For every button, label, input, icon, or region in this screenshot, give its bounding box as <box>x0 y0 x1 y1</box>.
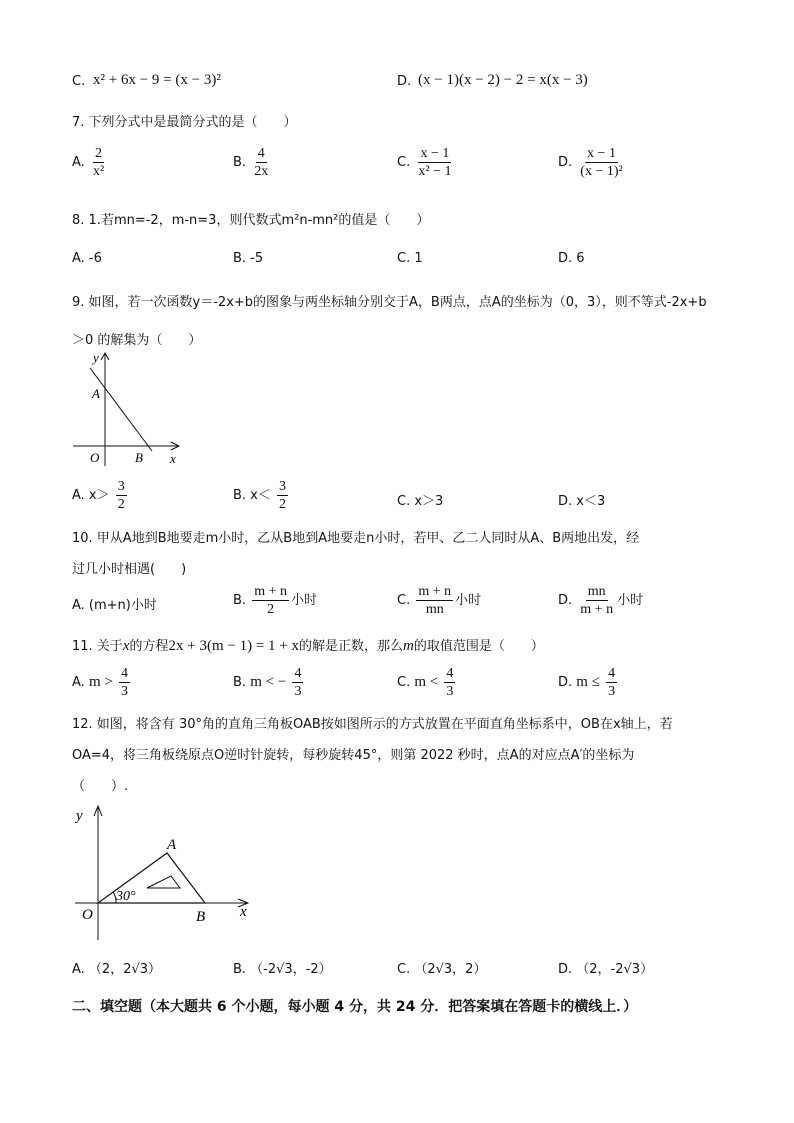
fraction <box>292 665 303 700</box>
q10-option-b <box>233 583 317 618</box>
point-b-label: B <box>196 909 206 925</box>
y-label: y <box>93 350 99 365</box>
q11-stem <box>72 635 544 655</box>
unit-label: 小时 <box>291 593 318 608</box>
x-label: x <box>170 451 176 466</box>
option-label: C. <box>397 675 411 690</box>
stem-text: 的方程 <box>129 639 169 654</box>
q11-option-a <box>72 665 132 700</box>
fraction <box>252 583 289 618</box>
q11-option-c <box>397 665 457 700</box>
q12-option-d: D. （2，-2√3） <box>558 962 654 977</box>
stem-text: 的解是正数，那么 <box>299 639 404 654</box>
q9-option-a <box>72 478 129 513</box>
numerator: 4 <box>294 666 302 681</box>
angle-label: 30° <box>116 889 136 904</box>
fraction <box>606 665 617 700</box>
q7-option-a <box>72 145 108 180</box>
origin-label: O <box>90 450 100 465</box>
numerator: m + n <box>254 584 287 599</box>
fraction <box>578 583 615 618</box>
option-label: D. <box>558 593 573 608</box>
q12-stem-line3: （ ）. <box>72 779 129 794</box>
numerator: 2 <box>95 146 103 161</box>
variable-m: m <box>403 638 414 654</box>
denominator: mn <box>425 602 444 617</box>
option-label: A. <box>72 155 85 170</box>
numerator: 4 <box>120 666 128 681</box>
q12-stem-line1: 12. 如图，将含有 30°角的直角三角板OAB按如图所示的方式放置在平面直角坐标系中，OB在x轴上，若 <box>72 717 673 732</box>
denominator: 3 <box>294 684 302 699</box>
q9-option-c: C. x＞3 <box>397 494 444 509</box>
q10-option-d <box>558 583 643 618</box>
denominator: m + n <box>580 602 614 617</box>
relation: m ≤ <box>576 674 600 690</box>
relation: m < − <box>250 674 287 690</box>
triangle-oab <box>98 853 205 903</box>
unit-label: 小时 <box>455 593 482 608</box>
option-label: D. <box>558 675 573 690</box>
q7-option-d <box>558 145 627 180</box>
q12-figure <box>70 800 260 945</box>
q9-option-b <box>233 478 290 513</box>
numerator: x − 1 <box>420 146 450 161</box>
q12-option-c: C. （2√3，2） <box>397 962 487 977</box>
option-label: A. x＞ <box>72 488 110 503</box>
fraction <box>116 478 127 513</box>
stem-text: 的取值范围是（ ） <box>413 639 544 654</box>
denominator: 2 <box>279 497 287 512</box>
denominator: 2 <box>267 602 275 617</box>
q11-option-b <box>233 665 305 700</box>
denominator: x² − 1 <box>418 164 452 179</box>
denominator: x² <box>92 164 105 179</box>
fraction <box>119 665 130 700</box>
denominator: 2 <box>117 497 125 512</box>
numerator: m + n <box>418 584 452 599</box>
fraction <box>252 145 270 180</box>
q12-option-b: B. （-2√3，-2） <box>233 962 332 977</box>
q12-option-a: A. （2，2√3） <box>72 962 162 977</box>
point-a-label: A <box>167 837 177 853</box>
fraction <box>416 583 453 618</box>
point-b-label: B <box>135 450 143 465</box>
numerator: 3 <box>279 479 287 494</box>
variable-x: x <box>122 638 130 654</box>
option-label: A. <box>72 675 85 690</box>
q9-figure <box>68 348 188 470</box>
q7-stem: 7. 下列分式中是最简分式的是（ ） <box>72 115 297 130</box>
option-label: C. <box>397 155 411 170</box>
q10-option-a: A. (m+n)小时 <box>72 598 157 613</box>
numerator: 3 <box>117 479 125 494</box>
relation: m < <box>414 674 439 690</box>
triangle-inner-cutout <box>147 876 180 888</box>
denominator: 3 <box>446 684 454 699</box>
q8-option-c: C. 1 <box>397 251 423 266</box>
option-label: B. <box>233 675 247 690</box>
function-line <box>90 368 152 451</box>
section-title: 二、填空题（本大题共 6 个小题，每小题 4 分，共 24 分．把答案填在答题卡的横线上．） <box>72 999 638 1015</box>
q8-stem: 8. 1.若mn=-2，m-n=3，则代数式m²n-mn²的值是（ ） <box>72 213 430 228</box>
stem-text: 11. 关于 <box>72 639 123 654</box>
option-label: B. <box>233 593 247 608</box>
q10-stem-line2: 过几小时相遇( ) <box>72 562 187 577</box>
numerator: x − 1 <box>587 146 616 161</box>
numerator: 4 <box>257 146 265 161</box>
q6-option-d-expr: (x − 1)(x − 2) − 2 = x(x − 3) <box>418 72 588 88</box>
denominator: 3 <box>120 684 128 699</box>
denominator: (x − 1)² <box>580 164 623 179</box>
y-label: y <box>76 808 83 824</box>
q7-option-c <box>397 145 455 180</box>
q8-option-a: A. -6 <box>72 251 102 266</box>
option-label: C. <box>397 593 411 608</box>
q8-option-b: B. -5 <box>233 251 264 266</box>
denominator: 3 <box>608 684 616 699</box>
q8-option-d: D. 6 <box>558 251 585 266</box>
q11-option-d <box>558 665 619 700</box>
q10-option-c <box>397 583 481 618</box>
q7-option-b <box>233 145 272 180</box>
fraction <box>91 145 106 180</box>
q9-stem-line2: ＞0 的解集为（ ） <box>72 333 202 348</box>
fraction <box>444 665 455 700</box>
unit-label: 小时 <box>617 593 644 608</box>
denominator: 2x <box>254 164 269 179</box>
origin-label: O <box>82 907 93 923</box>
q6-option-c-label: C. <box>72 74 86 89</box>
q12-stem-line2: OA=4，将三角板绕原点O逆时针旋转，每秒旋转45°，则第 2022 秒时，点A的对应点A′的坐标为 <box>72 748 635 763</box>
q9-option-d: D. x＜3 <box>558 494 606 509</box>
numerator: 4 <box>608 666 616 681</box>
fraction <box>416 145 453 180</box>
fraction <box>277 478 288 513</box>
q9-stem-line1: 9. 如图，若一次函数y＝-2x+b的图象与两坐标轴分别交于A，B两点，点A的坐标为（0，3），则不等式-2x+b <box>72 295 707 310</box>
option-label: D. <box>558 155 573 170</box>
option-label: B. x＜ <box>233 488 271 503</box>
equation: 2x + 3(m − 1) = 1 + x <box>168 638 299 654</box>
numerator: mn <box>587 584 606 599</box>
point-a-label: A <box>92 386 100 401</box>
q10-stem-line1: 10. 甲从A地到B地要走m小时，乙从B地到A地要走n小时，若甲、乙二人同时从A、B两地出发，经 <box>72 531 640 546</box>
q6-option-c-expr: x² + 6x − 9 = (x − 3)² <box>93 72 221 88</box>
q6-option-d-label: D. <box>397 74 412 89</box>
fraction <box>578 145 624 180</box>
option-label: B. <box>233 155 247 170</box>
relation: m > <box>88 674 113 690</box>
numerator: 4 <box>446 666 454 681</box>
x-label: x <box>240 904 247 920</box>
